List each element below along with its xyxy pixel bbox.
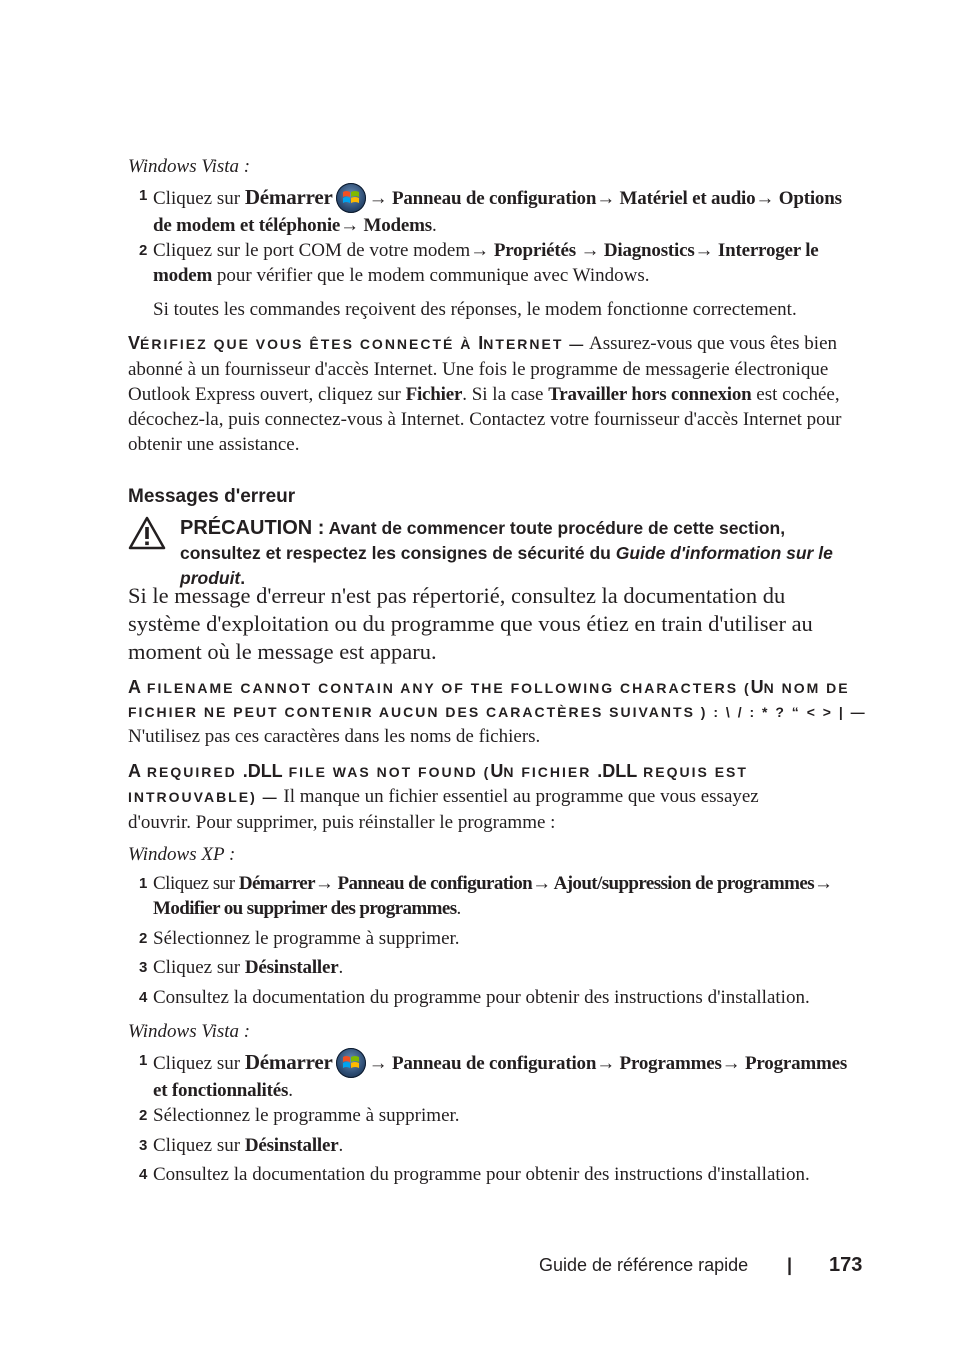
- modem-path: → Panneau de configuration→ Matériel et audio→ Options de modem et téléphonie→ Modems: [153, 188, 842, 236]
- page-number: 173: [829, 1254, 863, 1276]
- filename-error-body: N'utilisez pas ces caractères dans les noms de fichiers.: [128, 726, 541, 747]
- footer-title: Guide de référence rapide: [539, 1255, 749, 1275]
- vista-label: Windows Vista :: [128, 1021, 251, 1042]
- dll-error-entry: [128, 759, 856, 835]
- modem-step-1: 1 Cliquez sur Démarrer → Panneau de configuration→ Matériel et audio→ Options de modem et téléphonie→ Modems.: [139, 185, 842, 236]
- vista-step-4: 4 Consultez la documentation du programme pour obtenir des instructions d'installation.: [139, 1164, 810, 1185]
- modem-note: Si toutes les commandes reçoivent des réponses, le modem fonctionne correctement.: [153, 299, 797, 320]
- vista-step-3: 3 Cliquez sur Désinstaller.: [139, 1135, 344, 1156]
- windows-start-icon: [336, 183, 366, 213]
- modem-step-2: 2 Cliquez sur le port COM de votre modem→ Propriétés → Diagnostics→ Interroger le modem pour vérifier que le modem communique avec Windows.: [139, 240, 819, 286]
- xp-label: Windows XP :: [128, 844, 236, 865]
- footer-separator: |: [787, 1255, 793, 1275]
- xp-step-4: 4 Consultez la documentation du programme pour obtenir des instructions d'installation.: [139, 987, 810, 1008]
- xp-step-2: 2 Sélectionnez le programme à supprimer.: [139, 928, 460, 949]
- diagnostics-path: Propriétés → Diagnostics→ Interroger le modem: [153, 240, 819, 286]
- vista-step-1: 1 Cliquez sur Démarrer → Panneau de configuration→ Programmes→ Programmes et fonctionnalités.: [139, 1050, 848, 1101]
- filename-error-entry: [128, 675, 867, 749]
- dll-error-heading-1: A REQUIRED .DLL FILE WAS NOT FOUND (UN FICHIER .DLL REQUIS EST: [128, 761, 748, 781]
- dll-error-line-3: d'ouvrir. Pour supprimer, puis réinstaller le programme :: [128, 812, 556, 833]
- warning-triangle-icon: [128, 516, 166, 550]
- step-number: 1: [139, 187, 148, 204]
- filename-error-heading-2: FICHIER NE PEUT CONTENIR AUCUN DES CARACTÈRES SUIVANTS ) : \ / : * ? “ < > | —: [128, 704, 867, 720]
- step-number: 2: [139, 242, 148, 259]
- windows-start-icon: [336, 1048, 366, 1078]
- xp-step-3: 3 Cliquez sur Désinstaller.: [139, 957, 344, 978]
- error-intro: Si le message d'erreur n'est pas répertorié, consultez la documentation du système d'exploitation ou du programme que vous étiez en train d'utiliser au moment où le message est apparu.: [128, 583, 813, 664]
- verify-internet-heading: VÉRIFIEZ QUE VOUS ÊTES CONNECTÉ À INTERNET —: [128, 333, 586, 353]
- dll-error-line-2: INTROUVABLE) — Il manque un fichier essentiel au programme que vous essayez: [128, 786, 759, 807]
- start-menu-label: Démarrer: [244, 185, 333, 209]
- vista-label-modem: Windows Vista :: [128, 156, 251, 177]
- caution-notice: PRÉCAUTION : Avant de commencer toute procédure de cette section, consultez et respectez les consignes de sécurité du Guide d'information sur le produit.: [128, 516, 858, 591]
- xp-step-1: 1 Cliquez sur Démarrer→ Panneau de configuration→ Ajout/suppression de programmes→ Modifier ou supprimer des programmes.: [139, 873, 833, 919]
- filename-error-heading-1: A FILENAME CANNOT CONTAIN ANY OF THE FOLLOWING CHARACTERS (UN NOM DE: [128, 677, 850, 697]
- caution-label: PRÉCAUTION :: [180, 517, 325, 539]
- xp-uninstall-path: Démarrer→ Panneau de configuration→ Ajout/suppression de programmes→ Modifier ou supprimer des programmes: [153, 873, 833, 919]
- verify-internet-paragraph: VÉRIFIEZ QUE VOUS ÊTES CONNECTÉ À INTERNET — Assurez-vous que vous êtes bien abonné à un fournisseur d'accès Internet. Une fois le programme de messagerie électronique Outlook Express ouvert, cliquez sur Fichier. Si la case Travailler hors connexion est cochée, décochez-la, puis connectez-vous à Internet. Contactez votre fournisseur d'accès Internet pour obtenir une assistance.: [128, 333, 842, 455]
- section-title: Messages d'erreur: [128, 486, 296, 507]
- vista-step-2: 2 Sélectionnez le programme à supprimer.: [139, 1105, 460, 1126]
- vista-uninstall-path: → Panneau de configuration→ Programmes→ Programmes et fonctionnalités: [153, 1053, 848, 1101]
